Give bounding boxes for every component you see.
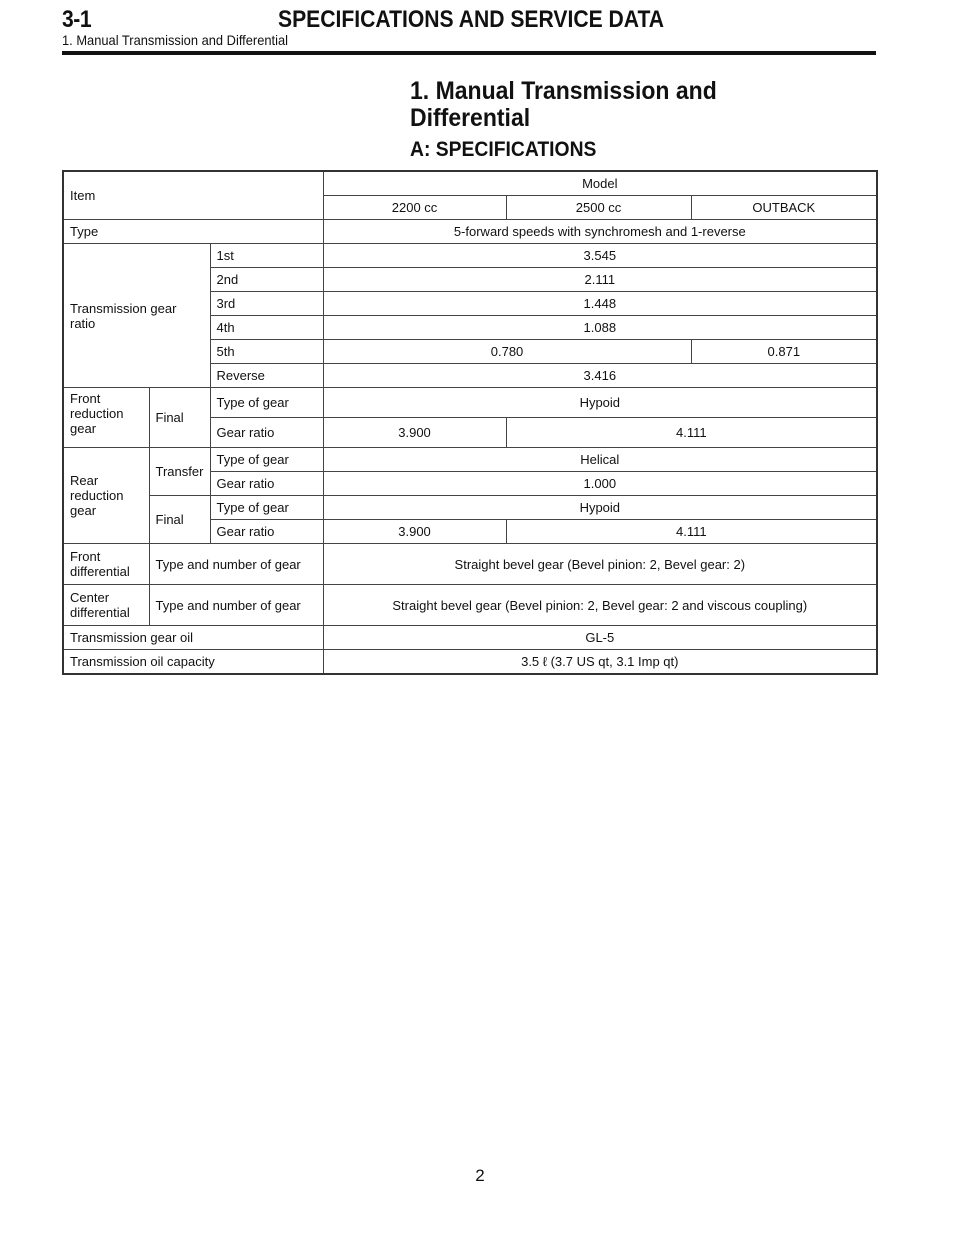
cell: Final [149,496,210,544]
table-row [63,220,877,244]
title-line-2: Differential [410,104,531,132]
cell: Type and number of gear [149,544,323,585]
cell: Center differential [63,585,149,626]
cell: 5th [210,340,323,364]
table-row [63,388,877,418]
cell: Transmission oil capacity [63,650,323,675]
cell: Helical [323,448,877,472]
section-subtitle: 1. Manual Transmission and Differential [62,32,289,48]
cell: Straight bevel gear (Bevel pinion: 2, Bevel gear: 2 and viscous coupling) [323,585,877,626]
cell: 0.780 [323,340,691,364]
cell: Reverse [210,364,323,388]
table-row [63,448,877,472]
cell: Gear ratio [210,472,323,496]
specifications-table [62,170,878,675]
table-row [63,496,877,520]
cell: Front reduction gear [63,388,149,448]
model-2500: 2500 cc [506,196,691,220]
table-row [63,171,877,196]
cell: 3.5 ℓ (3.7 US qt, 3.1 Imp qt) [323,650,877,675]
cell: 3rd [210,292,323,316]
table-row [63,244,877,268]
cell: GL-5 [323,626,877,650]
header-rule [62,51,876,55]
cell: 3.900 [323,418,506,448]
section-title: SPECIFICATIONS AND SERVICE DATA [278,6,665,33]
cell: Transfer [149,448,210,496]
cell: 0.871 [691,340,877,364]
cell: 4th [210,316,323,340]
cell: 5-forward speeds with synchromesh and 1-reverse [323,220,877,244]
cell: 4.111 [506,520,877,544]
table-row [63,585,877,626]
table-row [63,544,877,585]
model-outback: OUTBACK [691,196,877,220]
item-header: Item [63,171,323,220]
section-number: 3-1 [62,6,92,33]
cell: Front differential [63,544,149,585]
cell: Final [149,388,210,448]
cell: 4.111 [506,418,877,448]
cell: Transmission gear ratio [63,244,210,388]
subheading: A: SPECIFICATIONS [410,138,597,161]
cell: 1.088 [323,316,877,340]
cell: Gear ratio [210,520,323,544]
model-header: Model [323,171,877,196]
model-2200: 2200 cc [323,196,506,220]
cell: Straight bevel gear (Bevel pinion: 2, Bevel gear: 2) [323,544,877,585]
cell: Gear ratio [210,418,323,448]
cell: 3.900 [323,520,506,544]
cell: Type of gear [210,496,323,520]
cell: Transmission gear oil [63,626,323,650]
cell: 1.448 [323,292,877,316]
cell: 3.416 [323,364,877,388]
table-row [63,650,877,675]
title-line-1: 1. Manual Transmission and [410,77,717,105]
cell: 2nd [210,268,323,292]
cell: 1.000 [323,472,877,496]
cell: 3.545 [323,244,877,268]
cell: Type and number of gear [149,585,323,626]
cell: Type [63,220,323,244]
cell: Type of gear [210,388,323,418]
cell: 1st [210,244,323,268]
cell: Rear reduction gear [63,448,149,544]
cell: Hypoid [323,496,877,520]
cell: 2.111 [323,268,877,292]
cell: Type of gear [210,448,323,472]
page-title [410,78,717,132]
table-row [63,626,877,650]
cell: Hypoid [323,388,877,418]
page-number: 2 [475,1166,485,1185]
